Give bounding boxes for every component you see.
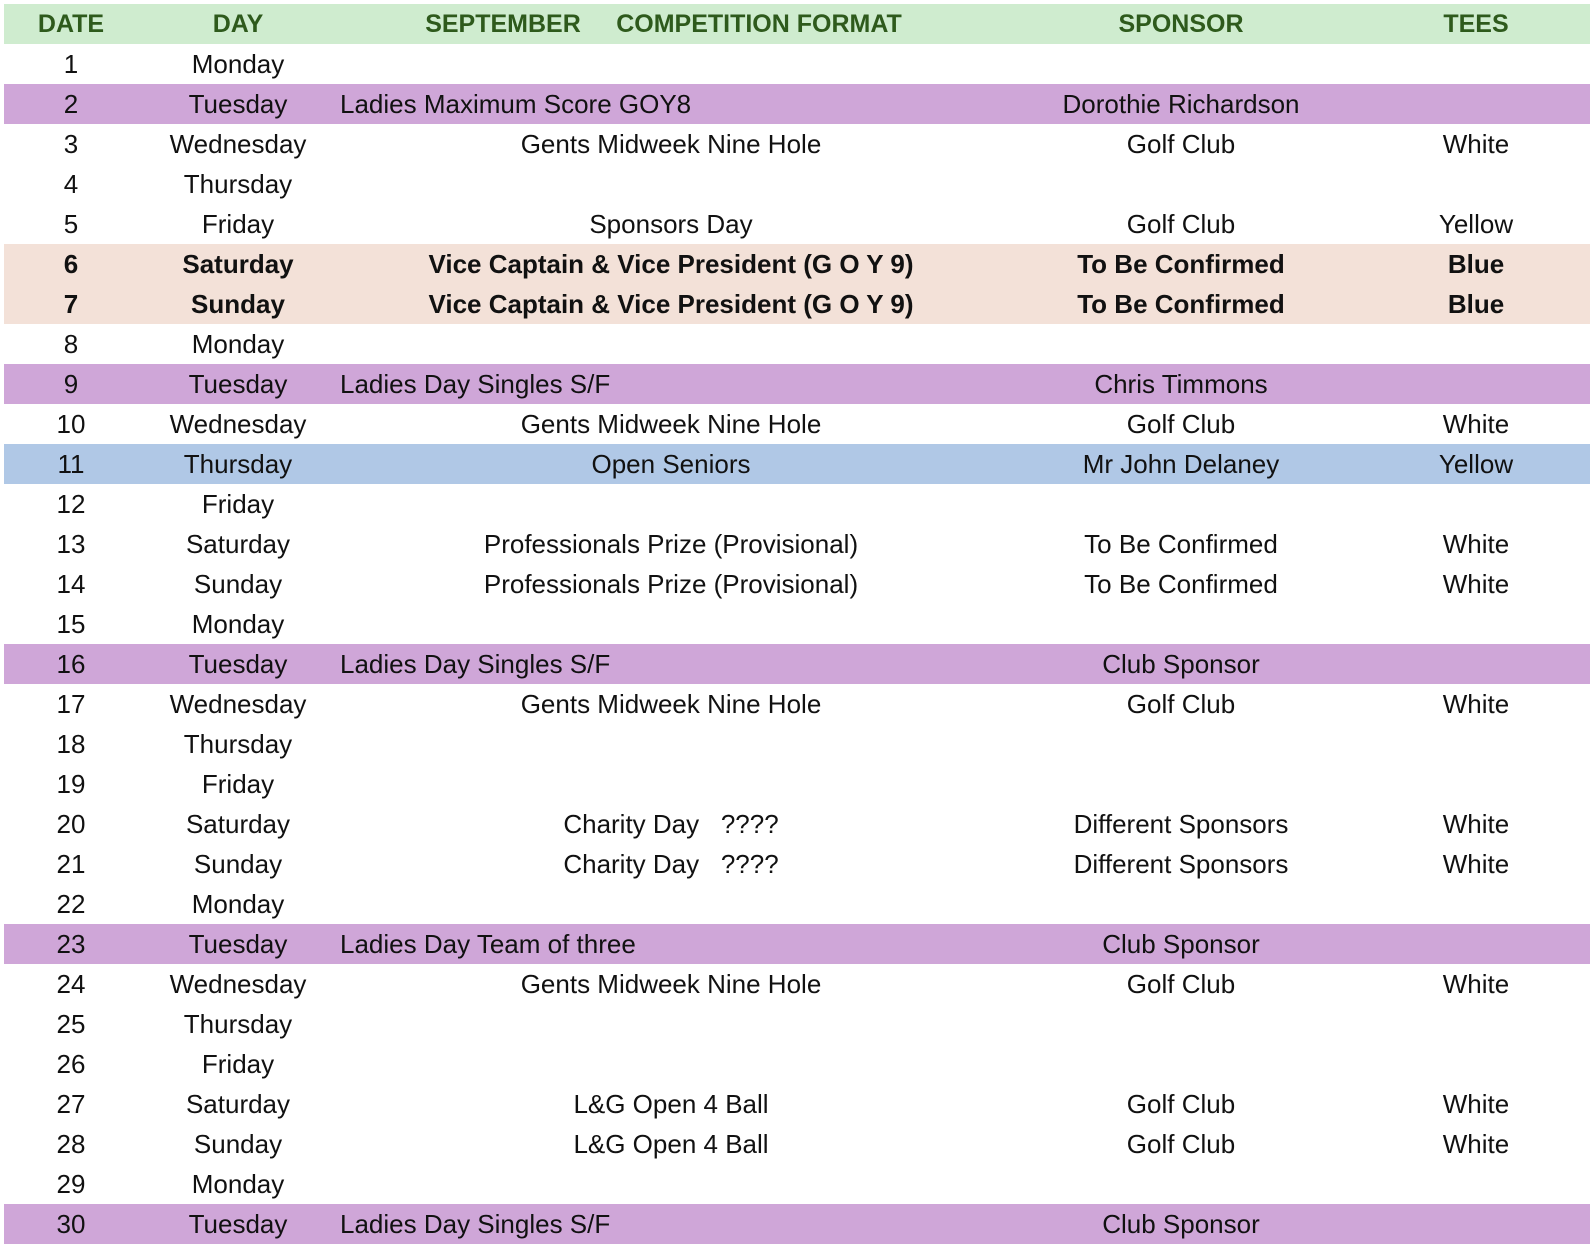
day-cell: Tuesday [188, 369, 288, 399]
date-cell: 26 [56, 1049, 86, 1079]
sponsor-cell: To Be Confirmed [1084, 529, 1278, 559]
sponsor-cell: Golf Club [1126, 969, 1236, 999]
day-cell: Monday [191, 1169, 285, 1199]
table-row [4, 1124, 1590, 1164]
sponsor-cell: Different Sponsors [1073, 849, 1289, 879]
day-cell: Tuesday [188, 1209, 288, 1239]
day-cell: Sunday [193, 849, 283, 879]
tees-cell [1358, 764, 1590, 804]
competition-cell [338, 764, 1004, 804]
table-row [4, 724, 1590, 764]
competition-cell: Vice Captain & Vice President (G O Y 9) [428, 289, 914, 319]
table-row [4, 964, 1590, 1004]
date-cell: 30 [56, 1209, 86, 1239]
day-cell: Sunday [193, 569, 283, 599]
date-cell: 19 [56, 769, 86, 799]
tees-cell: White [1442, 409, 1510, 439]
competition-cell: L&G Open 4 Ball [573, 1129, 769, 1159]
tees-cell [1358, 1204, 1590, 1244]
sponsor-cell: Chris Timmons [1094, 369, 1268, 399]
date-cell: 23 [56, 929, 86, 959]
tees-cell [1358, 364, 1590, 404]
competition-cell: Ladies Day Singles S/F [340, 369, 611, 399]
date-cell: 6 [63, 249, 79, 279]
date-cell: 15 [56, 609, 86, 639]
table-row [4, 844, 1590, 884]
tees-cell: White [1442, 809, 1510, 839]
competition-cell [338, 1164, 1004, 1204]
competition-cell [338, 164, 1004, 204]
tees-cell [1358, 924, 1590, 964]
competition-cell: Ladies Day Singles S/F [340, 1209, 611, 1239]
tees-cell [1358, 604, 1590, 644]
tees-cell: Blue [1447, 289, 1505, 319]
tees-cell: Yellow [1438, 449, 1514, 479]
tees-cell [1358, 724, 1590, 764]
sponsor-cell: Different Sponsors [1073, 809, 1289, 839]
competition-cell: Gents Midweek Nine Hole [520, 409, 822, 439]
tees-cell: Blue [1447, 249, 1505, 279]
table-row [4, 924, 1590, 964]
table-row [4, 804, 1590, 844]
sponsor-cell [1004, 604, 1358, 644]
competition-cell: Professionals Prize (Provisional) [483, 569, 859, 599]
day-cell: Saturday [182, 249, 294, 279]
date-cell: 11 [57, 449, 85, 479]
competition-cell: Gents Midweek Nine Hole [520, 689, 822, 719]
table-row [4, 564, 1590, 604]
date-cell: 25 [56, 1009, 86, 1039]
sponsor-cell: To Be Confirmed [1077, 249, 1285, 279]
date-cell: 1 [63, 49, 79, 79]
competition-cell [338, 324, 1004, 364]
competition-cell [338, 44, 1004, 84]
competition-cell: L&G Open 4 Ball [573, 1089, 769, 1119]
sponsor-cell [1004, 764, 1358, 804]
table-row [4, 684, 1590, 724]
table-header-row [4, 4, 1590, 44]
table-row [4, 284, 1590, 324]
day-cell: Friday [201, 1049, 275, 1079]
date-cell: 22 [56, 889, 86, 919]
day-cell: Thursday [183, 1009, 293, 1039]
table-row [4, 324, 1590, 364]
date-cell: 9 [63, 369, 79, 399]
day-cell: Wednesday [169, 409, 307, 439]
competition-cell [338, 484, 1004, 524]
tees-cell: White [1442, 129, 1510, 159]
competition-cell: Charity Day ???? [563, 809, 779, 839]
day-cell: Monday [191, 889, 285, 919]
sponsor-cell [1004, 1164, 1358, 1204]
tees-cell: White [1442, 569, 1510, 599]
sponsor-cell [1004, 884, 1358, 924]
date-cell: 24 [56, 969, 86, 999]
tees-cell [1358, 484, 1590, 524]
day-cell: Saturday [185, 1089, 291, 1119]
competition-cell: Gents Midweek Nine Hole [520, 129, 822, 159]
competition-cell: Professionals Prize (Provisional) [483, 529, 859, 559]
sponsor-cell: To Be Confirmed [1077, 289, 1285, 319]
competition-cell [338, 1044, 1004, 1084]
date-cell: 21 [56, 849, 86, 879]
date-cell: 17 [56, 689, 86, 719]
tees-cell [1358, 1004, 1590, 1044]
sponsor-cell [1004, 1044, 1358, 1084]
day-cell: Tuesday [188, 649, 288, 679]
table-body [4, 44, 1590, 1244]
table-row [4, 444, 1590, 484]
tees-cell [1358, 84, 1590, 124]
tees-cell [1358, 884, 1590, 924]
date-cell: 4 [63, 169, 79, 199]
table-row [4, 204, 1590, 244]
table-row [4, 644, 1590, 684]
tees-cell: White [1442, 1129, 1510, 1159]
sponsor-cell [1004, 164, 1358, 204]
table-row [4, 884, 1590, 924]
date-cell: 29 [56, 1169, 86, 1199]
day-cell: Friday [201, 489, 275, 519]
date-cell: 18 [56, 729, 86, 759]
competition-cell: Charity Day ???? [563, 849, 779, 879]
table-row [4, 244, 1590, 284]
sponsor-cell [1004, 724, 1358, 764]
tees-cell: White [1442, 849, 1510, 879]
sponsor-cell: Club Sponsor [1102, 1209, 1260, 1239]
date-cell: 12 [56, 489, 86, 519]
header-day: DAY [212, 10, 264, 38]
competition-calendar-table [4, 4, 1590, 1244]
tees-cell: White [1442, 1089, 1510, 1119]
sponsor-cell: Mr John Delaney [1082, 449, 1280, 479]
competition-cell [338, 1004, 1004, 1044]
sponsor-cell: Golf Club [1126, 209, 1236, 239]
competition-cell: Ladies Day Team of three [340, 929, 636, 959]
day-cell: Saturday [185, 529, 291, 559]
date-cell: 13 [56, 529, 86, 559]
competition-cell: Ladies Day Singles S/F [340, 649, 611, 679]
sponsor-cell: To Be Confirmed [1084, 569, 1278, 599]
tees-cell [1358, 164, 1590, 204]
table-row [4, 1004, 1590, 1044]
date-cell: 10 [56, 409, 86, 439]
table-row [4, 764, 1590, 804]
competition-cell [338, 884, 1004, 924]
tees-cell [1358, 44, 1590, 84]
competition-cell [338, 604, 1004, 644]
header-competition-format: COMPETITION FORMAT [616, 10, 902, 38]
day-cell: Tuesday [188, 89, 288, 119]
competition-cell: Sponsors Day [589, 209, 753, 239]
day-cell: Thursday [183, 449, 293, 479]
day-cell: Monday [191, 329, 285, 359]
tees-cell: White [1442, 529, 1510, 559]
date-cell: 14 [56, 569, 86, 599]
day-cell: Monday [191, 49, 285, 79]
competition-cell: Gents Midweek Nine Hole [520, 969, 822, 999]
table-row [4, 1204, 1590, 1244]
sponsor-cell [1004, 44, 1358, 84]
competition-cell: Ladies Maximum Score GOY8 [340, 89, 692, 119]
header-month: SEPTEMBER [425, 10, 581, 38]
day-cell: Wednesday [169, 969, 307, 999]
date-cell: 20 [56, 809, 86, 839]
day-cell: Wednesday [169, 129, 307, 159]
day-cell: Saturday [185, 809, 291, 839]
sponsor-cell: Club Sponsor [1102, 929, 1260, 959]
day-cell: Monday [191, 609, 285, 639]
tees-cell [1358, 1164, 1590, 1204]
sponsor-cell: Dorothie Richardson [1062, 89, 1300, 119]
competition-cell: Vice Captain & Vice President (G O Y 9) [428, 249, 914, 279]
sponsor-cell [1004, 324, 1358, 364]
date-cell: 27 [56, 1089, 86, 1119]
table-row [4, 364, 1590, 404]
sponsor-cell: Golf Club [1126, 409, 1236, 439]
date-cell: 8 [63, 329, 79, 359]
day-cell: Sunday [193, 1129, 283, 1159]
date-cell: 7 [63, 289, 79, 319]
tees-cell: Yellow [1438, 209, 1514, 239]
tees-cell: White [1442, 689, 1510, 719]
sponsor-cell: Golf Club [1126, 129, 1236, 159]
day-cell: Friday [201, 209, 275, 239]
tees-cell [1358, 644, 1590, 684]
date-cell: 5 [63, 209, 79, 239]
table-row [4, 604, 1590, 644]
date-cell: 3 [63, 129, 79, 159]
table-row [4, 1084, 1590, 1124]
sponsor-cell: Golf Club [1126, 689, 1236, 719]
table-row [4, 84, 1590, 124]
tees-cell [1358, 1044, 1590, 1084]
day-cell: Thursday [183, 169, 293, 199]
table-row [4, 44, 1590, 84]
table-row [4, 484, 1590, 524]
date-cell: 16 [56, 649, 86, 679]
date-cell: 28 [56, 1129, 86, 1159]
tees-cell [1358, 324, 1590, 364]
tees-cell: White [1442, 969, 1510, 999]
day-cell: Thursday [183, 729, 293, 759]
table-row [4, 404, 1590, 444]
table-row [4, 524, 1590, 564]
header-sponsor: SPONSOR [1118, 10, 1244, 38]
header-tees: TEES [1443, 10, 1509, 38]
header-date: DATE [37, 10, 105, 38]
sponsor-cell: Golf Club [1126, 1129, 1236, 1159]
sponsor-cell: Golf Club [1126, 1089, 1236, 1119]
day-cell: Tuesday [188, 929, 288, 959]
sponsor-cell [1004, 484, 1358, 524]
day-cell: Sunday [191, 289, 285, 319]
table-row [4, 1044, 1590, 1084]
sponsor-cell [1004, 1004, 1358, 1044]
table-row [4, 164, 1590, 204]
day-cell: Friday [201, 769, 275, 799]
day-cell: Wednesday [169, 689, 307, 719]
date-cell: 2 [63, 89, 79, 119]
competition-cell: Open Seniors [591, 449, 751, 479]
sponsor-cell: Club Sponsor [1102, 649, 1260, 679]
table-row [4, 124, 1590, 164]
competition-cell [338, 724, 1004, 764]
table-row [4, 1164, 1590, 1204]
